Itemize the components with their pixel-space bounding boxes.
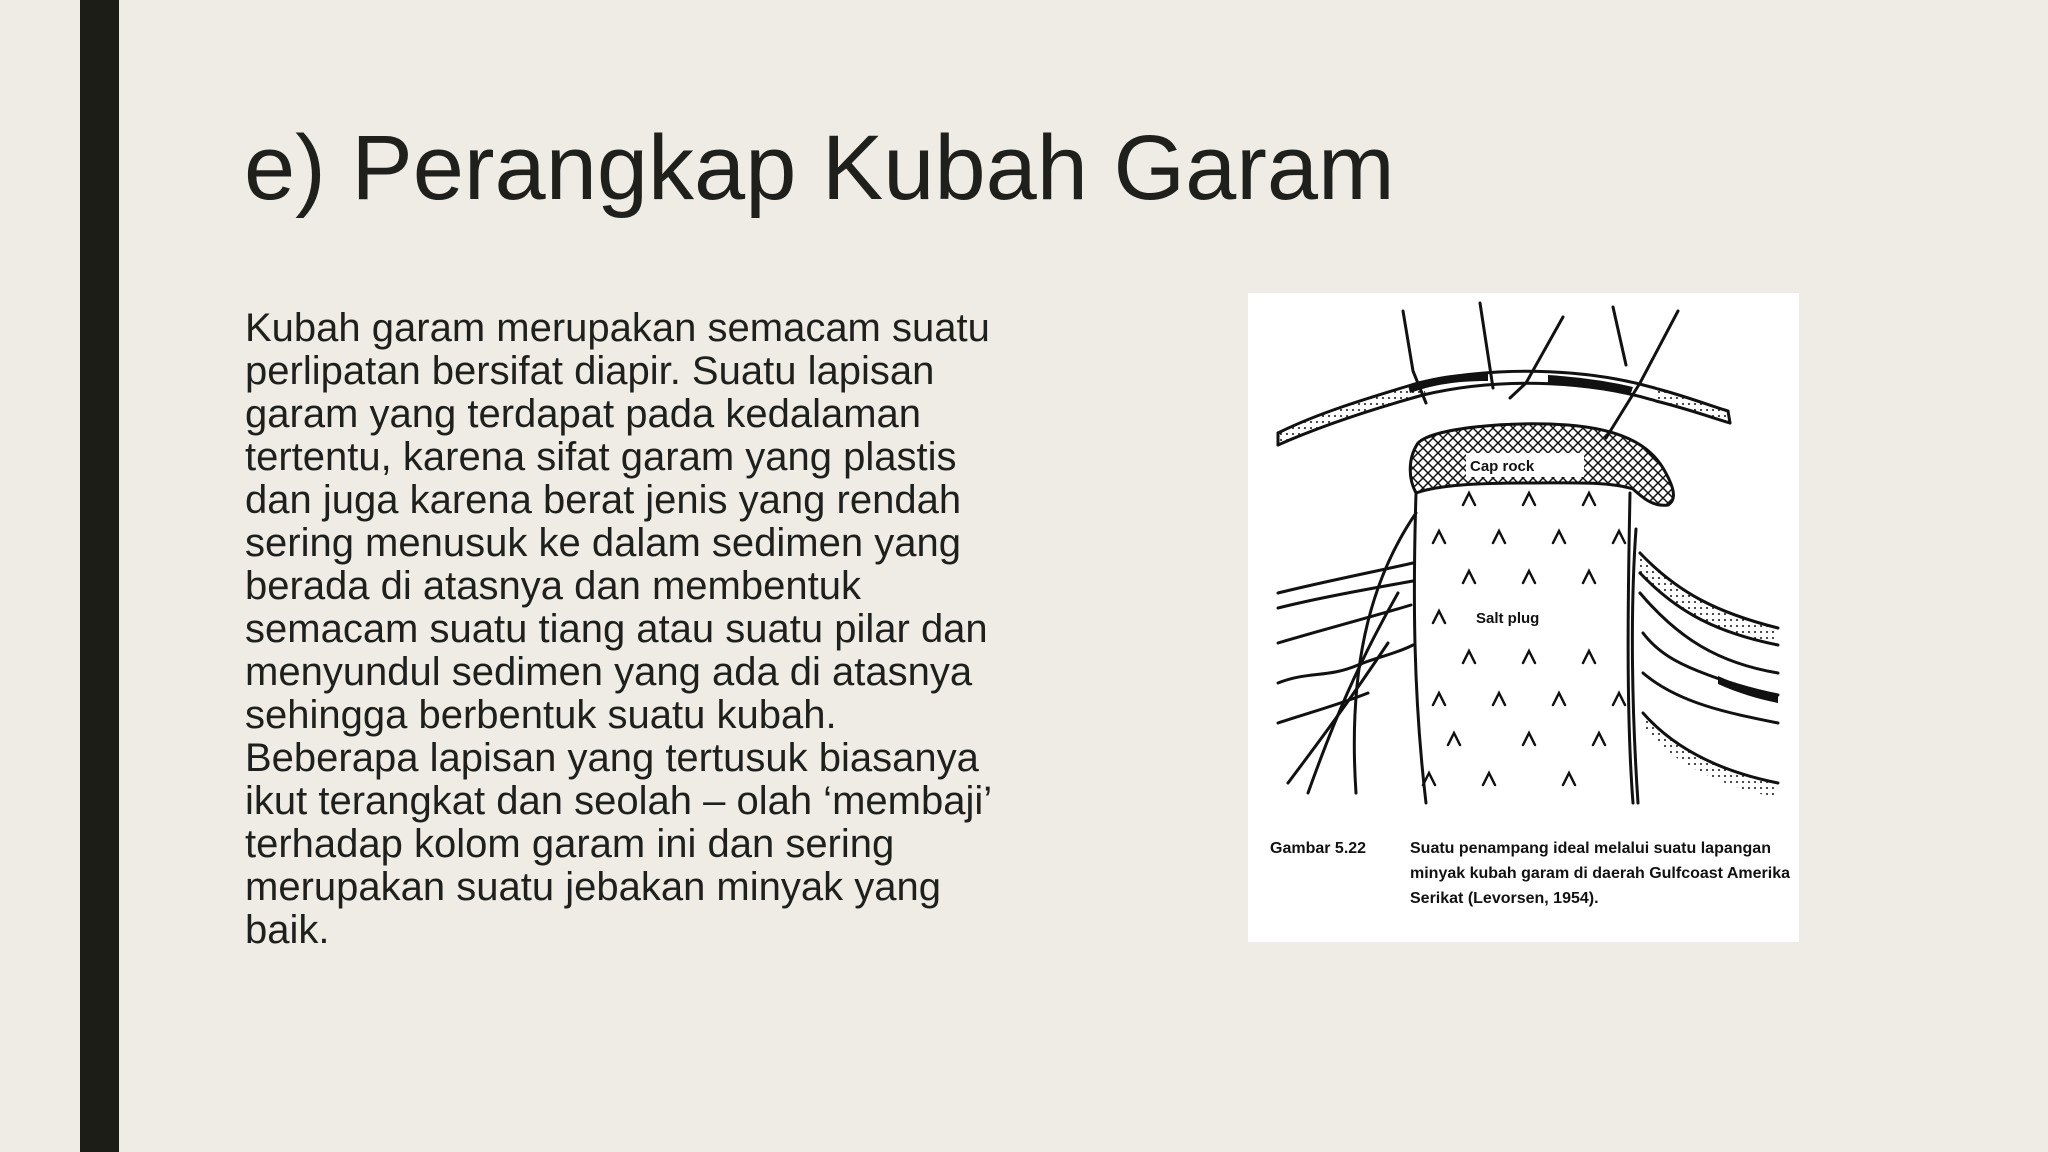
salt-plug-label: Salt plug xyxy=(1476,610,1540,627)
figure-caption-text: Suatu penampang ideal melalui suatu lapangan minyak kubah garam di daerah Gulfcoast Amerika Serikat (Levorsen, 1954). xyxy=(1410,840,1790,907)
slide-body-text: Kubah garam merupakan semacam suatu perlipatan bersifat diapir. Suatu lapisan garam yang terdapat pada kedalaman tertentu, karena sifat garam yang plastis dan juga karena berat jenis yang rendah sering menusuk ke dalam sedimen yang berada di atasnya dan membentuk semacam suatu tiang atau suatu pilar dan menyundul sedimen yang ada di atasnya sehingga berbentuk suatu kubah. Beberapa lapisan yang tertusuk biasanya ikut terangkat dan seolah – olah ‘membaji’ terhadap kolom garam ini dan sering merupakan suatu jebakan minyak yang baik. xyxy=(245,306,993,952)
figure-caption-label: Gambar 5.22 xyxy=(1270,840,1367,857)
accent-side-bar xyxy=(80,0,119,1152)
cap-rock-label: Cap rock xyxy=(1470,458,1535,475)
slide-title: e) Perangkap Kubah Garam xyxy=(244,117,1395,219)
salt-dome-figure xyxy=(1248,293,1799,942)
salt-dome-diagram xyxy=(1248,293,1799,833)
